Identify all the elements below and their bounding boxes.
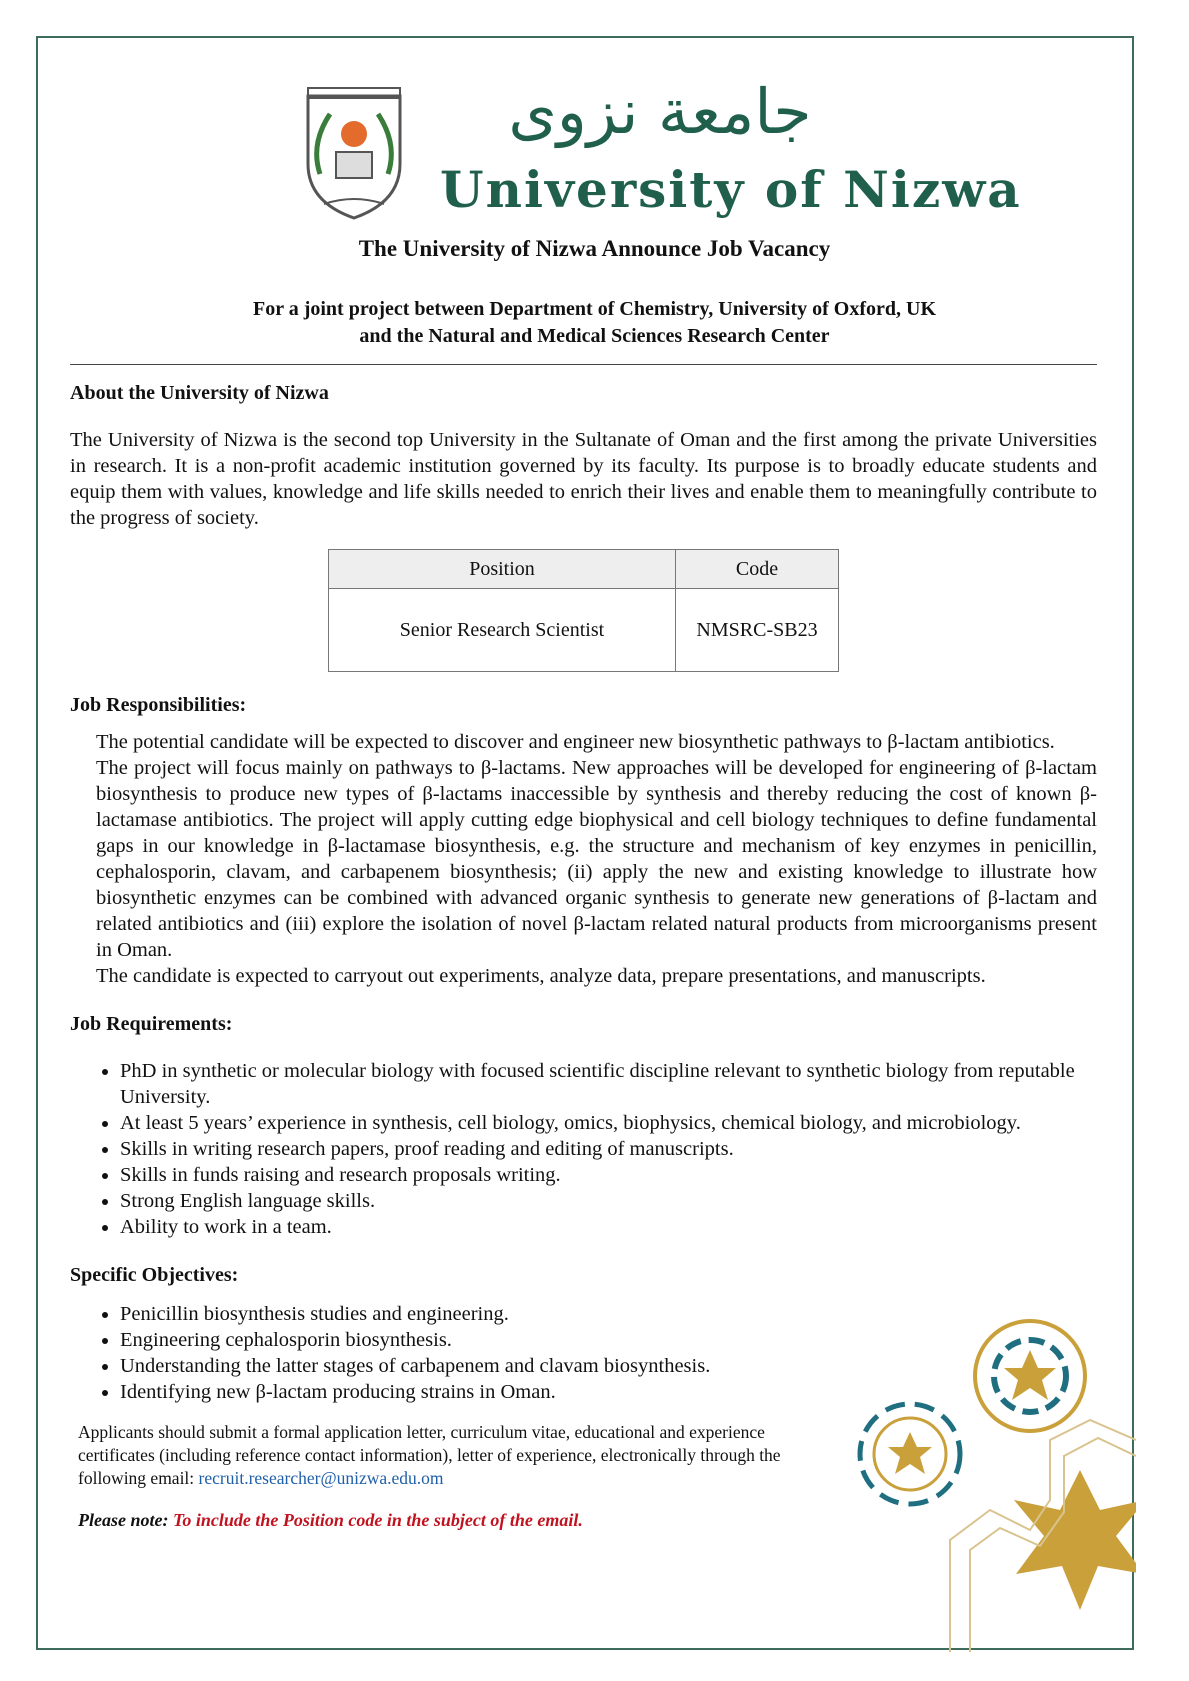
page-subtitle — [0, 296, 1189, 350]
position-column-header: Position — [329, 550, 676, 589]
list-item: • PhD in synthetic or molecular biology with focused scientific discipline relevant to synthetic biology from reputable University. — [120, 1058, 1097, 1110]
about-heading: About the University of Nizwa — [70, 382, 329, 404]
decorative-star-pattern-icon — [850, 1300, 1136, 1652]
list-item: • Identifying new β-lactam producing strains in Oman. — [120, 1379, 880, 1405]
list-item: • Strong English language skills. — [120, 1188, 1097, 1214]
subtitle-line-2: and the Natural and Medical Sciences Research Center — [359, 325, 830, 347]
teal-flower-ornament-icon — [860, 1404, 960, 1504]
list-item: • Understanding the latter stages of carbapenem and clavam biosynthesis. — [120, 1353, 880, 1379]
responsibility-paragraph-3: The candidate is expected to carryout out experiments, analyze data, prepare presentations, and manuscripts. — [96, 965, 986, 987]
about-text: The University of Nizwa is the second top University in the Sultanate of Oman and the first among the private Universities in research. It is a non-profit academic institution governed by its faculty. Its purpose is to broadly educate students and equip them with values, knowledge and life skills needed to enrich their lives and enable them to meaningfully contribute to the progress of society. — [70, 429, 1097, 529]
arabic-university-name: جامعة نزوى — [508, 75, 812, 148]
university-crest-icon — [300, 84, 408, 224]
subtitle-line-1: For a joint project between Department of Chemistry, University of Oxford, UK — [252, 298, 937, 320]
requirements-list — [70, 1058, 1097, 1240]
university-logo — [300, 72, 1022, 242]
list-item: • Penicillin biosynthesis studies and engineering. — [120, 1301, 880, 1327]
list-item: • Skills in funds raising and research proposals writing. — [120, 1162, 1097, 1188]
header-divider — [70, 364, 1097, 365]
note-label: Please note: — [78, 1510, 173, 1530]
list-item: • Ability to work in a team. — [120, 1214, 1097, 1240]
table-header-row — [329, 550, 839, 589]
list-item: • Skills in writing research papers, proof reading and editing of manuscripts. — [120, 1136, 1097, 1162]
table-row — [329, 589, 839, 672]
list-item: • At least 5 years’ experience in synthesis, cell biology, omics, biophysics, chemical biology, and microbiology. — [120, 1110, 1097, 1136]
objectives-list — [70, 1301, 880, 1405]
application-instructions — [78, 1421, 798, 1490]
position-cell: Senior Research Scientist — [329, 589, 676, 672]
list-item: • Engineering cephalosporin biosynthesis. — [120, 1327, 880, 1353]
large-gold-star-icon — [1014, 1470, 1136, 1610]
page-title: The University of Nizwa Announce Job Vacancy — [358, 236, 831, 261]
code-column-header: Code — [676, 550, 839, 589]
code-cell: NMSRC-SB23 — [676, 589, 839, 672]
responsibilities-heading: Job Responsibilities: — [70, 694, 247, 716]
objectives-heading: Specific Objectives: — [70, 1264, 239, 1286]
vacancy-table — [328, 549, 839, 672]
responsibility-paragraph-1: The potential candidate will be expected to discover and engineer new biosynthetic pathways to β-lactam antibiotics. — [96, 731, 1055, 753]
responsibilities-text — [96, 729, 1097, 989]
responsibility-paragraph-2: The project will focus mainly on pathways to β-lactams. New approaches will be developed for engineering of β-lactam biosynthesis to produce new types of β-lactams inaccessible by synthesis and thereby reducing the cost of known β-lactamase antibiotics. The project will apply cutting edge biophysical and cell biology techniques to define fundamental gaps in our knowledge in β-lactamase biosynthesis, e.g. the structure and mechanism of key enzymes in penicillin, cephalosporin, clavam, and carbapenem biosynthesis; (ii) apply the new and existing knowledge to illustrate how biosynthetic enzymes can be combined with advanced organic synthesis to generate new generations of β-lactam and related antibiotics and (iii) explore the isolation of novel β-lactam related natural products from microorganisms present in Oman. — [96, 757, 1097, 961]
application-text: Applicants should submit a formal application letter, curriculum vitae, educational and experience certificates (including reference contact information), letter of experience, electronically through the following email: — [78, 1422, 781, 1488]
gold-flower-ornament-icon — [975, 1321, 1085, 1431]
requirements-heading: Job Requirements: — [70, 1013, 233, 1035]
application-email-link[interactable]: recruit.researcher@unizwa.edu.om — [198, 1468, 444, 1488]
english-university-name: University of Nizwa — [440, 160, 1022, 219]
note-text: To include the Position code in the subject of the email. — [172, 1510, 583, 1530]
